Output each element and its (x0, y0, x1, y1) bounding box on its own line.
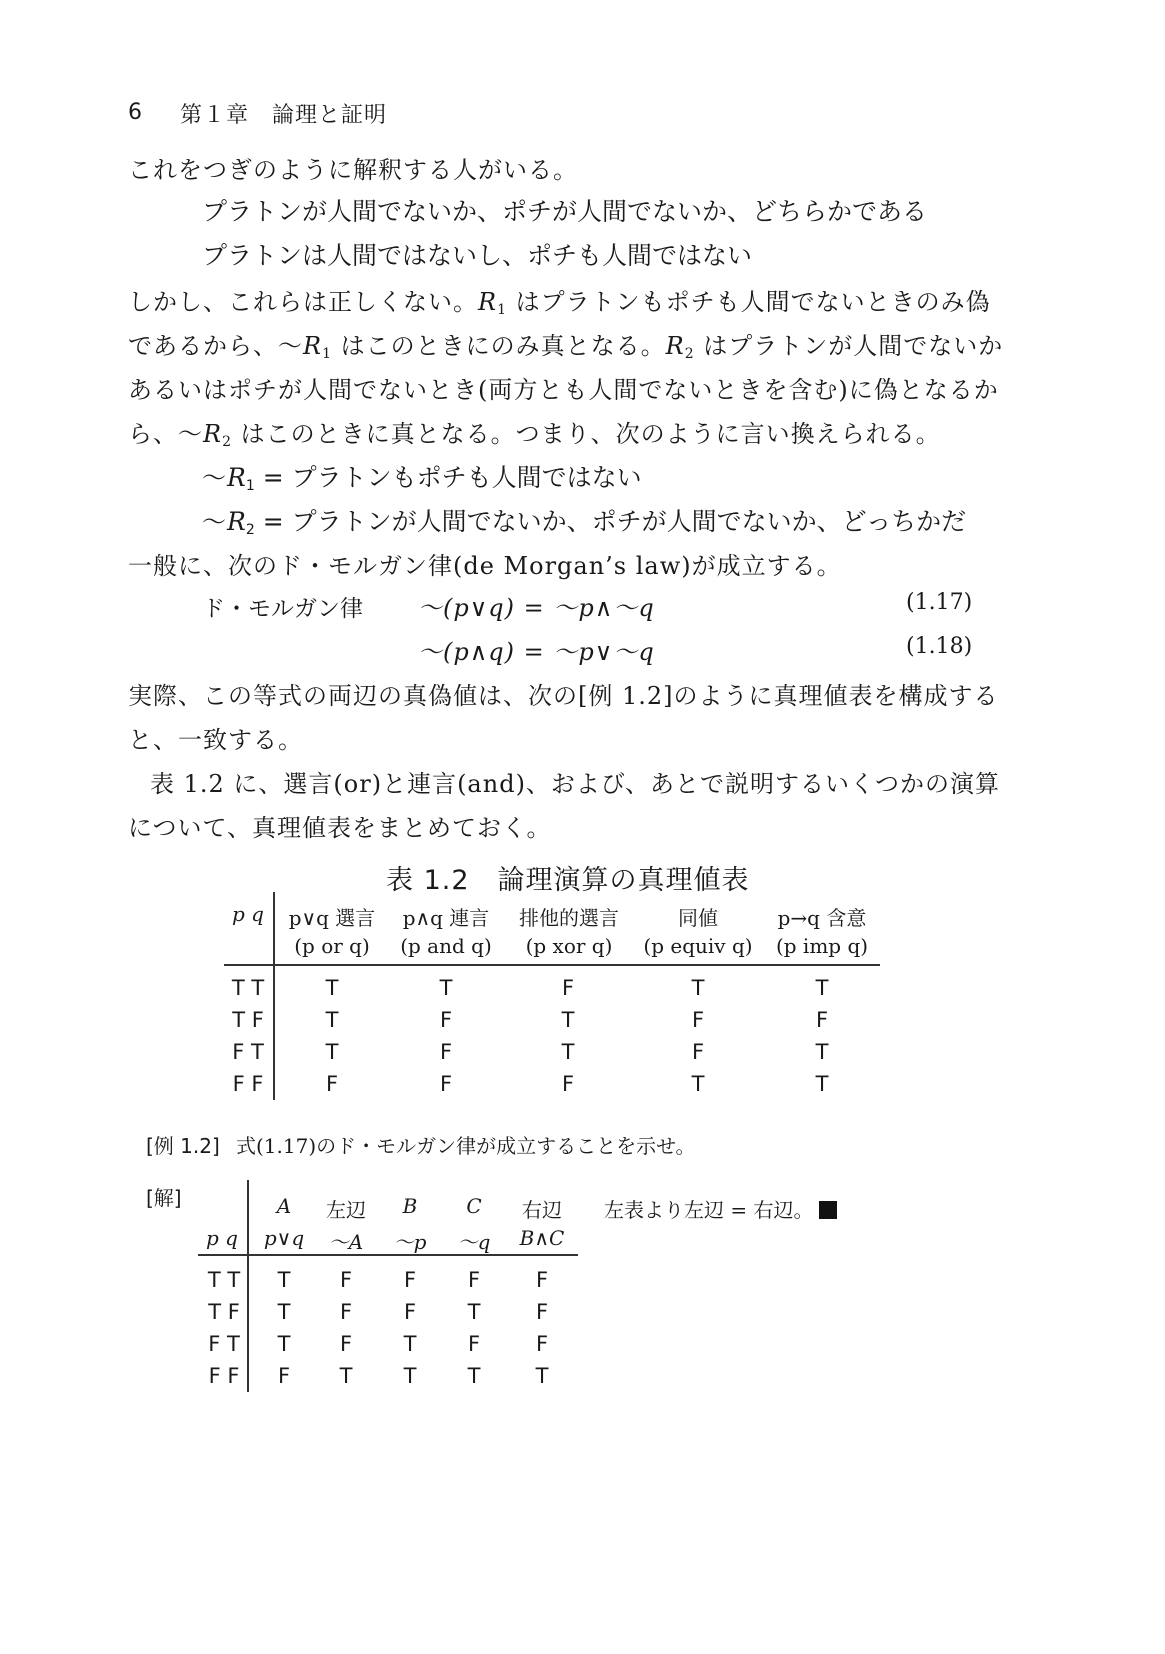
column-subheader: (p equiv q) (643, 934, 753, 958)
table-cell: F (561, 976, 575, 1000)
column-header: 排他的選言 (519, 906, 619, 930)
restatement-1: $\sim R_1$ = プラトンもポチも人間ではない (202, 463, 642, 494)
page-number: 6 (128, 100, 142, 125)
table-cell: T (439, 976, 453, 1000)
chapter-title: 第１章 論理と証明 (180, 103, 388, 128)
column-subheader: ～p (393, 1230, 427, 1254)
paragraph-line: これをつぎのように解釈する人がいる。 (128, 156, 578, 184)
solution-label: [解] (146, 1186, 182, 1210)
table-cell: T (325, 976, 339, 1000)
table-cell: F (535, 1300, 549, 1324)
table-cell: F (467, 1268, 481, 1292)
restatement-2: $\sim R_2$ = プラトンが人間でないか、ポチが人間でないか、どっちかだ (202, 507, 967, 538)
paragraph-line: と、一致する。 (128, 726, 303, 754)
paragraph-line: 一般に、次のド・モルガン律(de Morgan’s law)が成立する。 (128, 552, 842, 580)
table-cell: F (535, 1332, 549, 1356)
table-cell: F (403, 1300, 417, 1324)
pq-header: p q (232, 902, 264, 926)
table-cell: F (339, 1300, 353, 1324)
paragraph-line: であるから、$\sim R_1$ はこのときにのみ真となる。$R_2$ はプラトンが人間でないか (128, 332, 1004, 362)
table-cell: T (277, 1300, 291, 1324)
paragraph-line: 表 1.2 に、選言(or)と連言(and)、および、あとで説明するいくつかの演算 (150, 770, 1000, 798)
math-r: R (478, 288, 498, 316)
example-label: [例 1.2] (146, 1134, 220, 1158)
column-subheader: (p or q) (294, 934, 370, 958)
row-pq: T F (208, 1300, 240, 1324)
table-cell: F (339, 1332, 353, 1356)
table-cell: F (439, 1040, 453, 1064)
paragraph-line: ら、$\sim R_2$ はこのときに真となる。つまり、次のように言い換えられる。 (128, 420, 941, 450)
table-cell: T (277, 1268, 291, 1292)
table-cell: F (815, 1008, 829, 1032)
column-header: p∧q 連言 (402, 906, 490, 930)
table-cell: F (691, 1040, 705, 1064)
column-header: 同値 (678, 906, 718, 930)
row-pq: F T (208, 1332, 240, 1356)
table-cell: T (325, 1040, 339, 1064)
row-pq: T T (207, 1268, 241, 1292)
column-header: 左辺 (326, 1198, 366, 1222)
demorgan-label: ド・モルガン律 (202, 596, 363, 622)
column-header: C (466, 1194, 482, 1218)
table-cell: T (691, 976, 705, 1000)
column-header: A (276, 1194, 292, 1218)
paragraph-line: しかし、これらは正しくない。$R_1$ はプラトンもポチも人間でないときのみ偽 (128, 288, 991, 318)
table-cell: T (815, 976, 829, 1000)
table-cell: F (439, 1072, 453, 1096)
table-cell: T (815, 1040, 829, 1064)
column-subheader: B∧C (519, 1226, 565, 1250)
table-title: 表 1.2 論理演算の真理値表 (386, 865, 750, 896)
table-cell: T (325, 1008, 339, 1032)
table-cell: T (277, 1332, 291, 1356)
table-cell: T (339, 1364, 353, 1388)
paragraph-line: あるいはポチが人間でないとき(両方とも人間でないときを含む)に偽となるか (128, 376, 999, 404)
row-pq: F T (232, 1040, 264, 1064)
table-cell: F (325, 1072, 339, 1096)
equation-number-2: (1.18) (906, 634, 973, 659)
column-subheader: (p imp q) (775, 934, 869, 958)
qed-icon (819, 1201, 837, 1219)
paragraph-line: について、真理値表をまとめておく。 (128, 814, 552, 842)
table-cell: F (535, 1268, 549, 1292)
table-cell: T (403, 1332, 417, 1356)
table-cell: T (467, 1300, 481, 1324)
table-cell: F (339, 1268, 353, 1292)
row-pq: F F (232, 1072, 264, 1096)
table-cell: T (561, 1008, 575, 1032)
column-header: p→q 含意 (777, 906, 867, 930)
table-cell: F (691, 1008, 705, 1032)
column-subheader: (p xor q) (525, 934, 613, 958)
demorgan-equation-2: ～(p∧q) = ～p∨～q (418, 638, 655, 666)
demorgan-equation-1: ～(p∨q) = ～p∧～q (418, 594, 655, 622)
table-cell: T (467, 1364, 481, 1388)
interpretation-1: プラトンが人間でないか、ポチが人間でないか、どちらかである (202, 197, 928, 226)
table-cell: T (815, 1072, 829, 1096)
column-subheader: (p and q) (400, 934, 492, 958)
example-text: 式(1.17)のド・モルガン律が成立することを示せ。 (236, 1134, 696, 1158)
table-cell: F (561, 1072, 575, 1096)
equation-number-1: (1.17) (906, 590, 973, 615)
column-subheader: p∨q (263, 1226, 305, 1250)
table-cell: F (277, 1364, 291, 1388)
column-subheader: ～q (457, 1230, 491, 1254)
table-divider-vertical (247, 1180, 249, 1392)
column-header: p∨q 選言 (288, 906, 376, 930)
paragraph-line: 実際、この等式の両辺の真偽値は、次の[例 1.2]のように真理値表を構成する (128, 682, 999, 710)
table-cell: T (535, 1364, 549, 1388)
table-cell: T (561, 1040, 575, 1064)
table-divider-vertical (273, 892, 275, 1100)
table-cell: F (467, 1332, 481, 1356)
row-pq: T T (231, 976, 265, 1000)
table-divider-horizontal (224, 964, 880, 966)
table-cell: F (403, 1268, 417, 1292)
solution-conclusion: 左表より左辺 = 右辺。 (604, 1194, 837, 1223)
row-pq: F F (208, 1364, 240, 1388)
table-cell: T (691, 1072, 705, 1096)
row-pq: T F (232, 1008, 264, 1032)
table-cell: T (403, 1364, 417, 1388)
column-subheader: ～A (328, 1230, 364, 1254)
pq-header: p q (206, 1226, 238, 1250)
interpretation-2: プラトンは人間ではないし、ポチも人間ではない (202, 241, 753, 270)
column-header: 右辺 (522, 1198, 562, 1222)
table-cell: F (439, 1008, 453, 1032)
column-header: B (402, 1194, 418, 1218)
